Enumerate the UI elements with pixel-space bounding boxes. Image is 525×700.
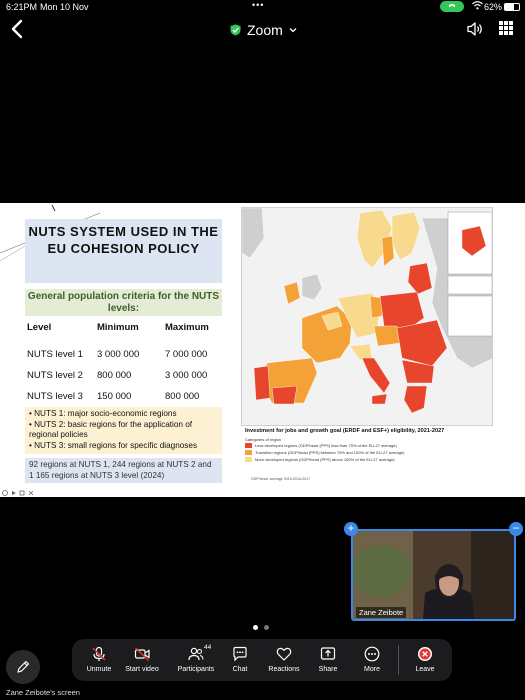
- legend-swatch: [245, 450, 252, 455]
- bullet-item: • NUTS 2: basic regions for the application of regional policies: [29, 419, 193, 439]
- map-region-less: [372, 394, 387, 404]
- column-header: Maximum: [165, 322, 209, 333]
- column-header: Level: [27, 322, 52, 333]
- legend-label: Transition regions (GDP/head (PPS) between 75% and 100% of the EU-27 average): [255, 450, 405, 455]
- toolbar-label: Unmute: [86, 666, 112, 673]
- slide-title: NUTS SYSTEM USED IN THE EU COHESION POLICY: [25, 219, 222, 283]
- page-indicator[interactable]: [253, 625, 273, 631]
- slide-tools-icons[interactable]: [2, 489, 36, 497]
- battery-icon: [504, 3, 520, 11]
- chat-icon: [232, 646, 248, 662]
- legend-label: Less developed regions (GDP/head (PPS) less than 75% of the EU-27 average): [255, 443, 397, 448]
- table-row: [27, 370, 227, 384]
- map-inset: [448, 276, 492, 294]
- participant-video-tile[interactable]: [351, 529, 516, 621]
- unmute-button[interactable]: [79, 639, 119, 681]
- chevron-left-icon: [8, 18, 28, 40]
- more-button[interactable]: [352, 639, 392, 681]
- map-inset: [448, 296, 492, 336]
- participant-video: [353, 531, 514, 619]
- share-button[interactable]: [308, 639, 348, 681]
- table-row: [27, 349, 227, 363]
- toolbar-label: More: [364, 666, 380, 673]
- microphone-muted-icon: [91, 646, 107, 662]
- share-icon: [320, 646, 336, 662]
- reactions-button[interactable]: [264, 639, 304, 681]
- eu-regions-map: [241, 207, 493, 426]
- more-icon: [364, 646, 380, 662]
- app-title: Zoom: [247, 22, 283, 38]
- map-region-transition: [370, 296, 382, 318]
- status-date: Mon 10 Nov: [40, 2, 89, 12]
- map-title: Investment for jobs and growth goal (ERDF and ESF+) eligibility, 2021-2027: [245, 428, 445, 434]
- legend-category-label: Categories of region: [245, 437, 282, 442]
- minimize-tile-button[interactable]: −: [509, 522, 523, 536]
- speaker-icon: [466, 20, 484, 38]
- multitasking-dots[interactable]: •••: [252, 0, 265, 10]
- toolbar-label: Start video: [125, 666, 159, 673]
- legend-label: More developed regions (GDP/head (PPS) above 100% of the EU-27 average): [255, 457, 395, 462]
- expand-tile-button[interactable]: +: [344, 522, 358, 536]
- participants-icon: [188, 646, 204, 662]
- leave-icon: [417, 646, 433, 662]
- participants-count: 44: [204, 644, 212, 651]
- chevron-down-icon: [289, 27, 297, 33]
- bullet-item: • NUTS 1: major socio-economic regions: [29, 409, 177, 418]
- map-region-less: [254, 366, 270, 400]
- leave-button[interactable]: [405, 639, 445, 681]
- table-header-row: [27, 322, 227, 336]
- annotate-button[interactable]: [6, 650, 40, 684]
- shared-screen[interactable]: [0, 203, 525, 497]
- table-cell: 800 000: [165, 391, 200, 402]
- page-dot: [253, 625, 258, 630]
- table-cell: NUTS level 2: [27, 370, 83, 381]
- legend-swatch: [245, 457, 252, 462]
- map-legend: [241, 427, 493, 493]
- meeting-toolbar: [72, 639, 452, 681]
- toolbar-label: Chat: [232, 666, 248, 673]
- table-row: [27, 391, 227, 405]
- status-bar: [0, 0, 525, 14]
- page-dot: [264, 625, 269, 630]
- table-cell: 150 000: [97, 391, 132, 402]
- toolbar-label: Leave: [415, 666, 435, 673]
- participants-button[interactable]: [176, 639, 216, 681]
- toolbar-label: Share: [318, 666, 338, 673]
- map-footnote: GDP/head: average 2015-2016-2017: [251, 477, 311, 481]
- gallery-view-button[interactable]: [499, 21, 513, 35]
- nuts-level-bullets: [25, 407, 222, 454]
- back-button[interactable]: [8, 18, 28, 40]
- table-cell: 7 000 000: [165, 349, 208, 360]
- meeting-title-button[interactable]: [230, 20, 297, 40]
- map-region-transition: [374, 326, 400, 346]
- table-cell: NUTS level 1: [27, 349, 83, 360]
- map-graphic: [242, 208, 493, 426]
- participant-name: Zane Zeibote: [356, 607, 406, 618]
- pencil-icon: [15, 659, 31, 675]
- status-time: 6:21PM: [6, 2, 38, 12]
- toolbar-label: Participants: [177, 666, 215, 673]
- table-cell: 800 000: [97, 370, 132, 381]
- toolbar-label: Reactions: [268, 666, 300, 673]
- wifi-icon: [472, 1, 483, 12]
- start-video-button[interactable]: [122, 639, 162, 681]
- table-cell: NUTS level 3: [27, 391, 83, 402]
- screen-share-label: Zane Zeibote's screen: [6, 688, 80, 697]
- table-cell: 3 000 000: [165, 370, 208, 381]
- regions-summary: 92 regions at NUTS 1, 244 regions at NUTS 2 and 1 165 regions at NUTS 3 level (2024): [25, 458, 222, 483]
- shield-check-icon: [230, 24, 241, 36]
- top-navigation: [0, 14, 525, 46]
- map-region-less: [272, 386, 297, 404]
- chat-button[interactable]: [220, 639, 260, 681]
- video-off-icon: [134, 646, 150, 662]
- column-header: Minimum: [97, 322, 139, 333]
- criteria-heading: General population criteria for the NUTS levels:: [25, 289, 222, 316]
- active-call-pill[interactable]: [440, 1, 464, 12]
- heart-icon: [276, 646, 292, 662]
- battery-percentage: 62%: [484, 2, 503, 12]
- legend-swatch: [245, 443, 252, 448]
- table-cell: 3 000 000: [97, 349, 140, 360]
- audio-output-button[interactable]: [466, 20, 484, 38]
- bullet-item: • NUTS 3: small regions for specific diagnoses: [29, 440, 198, 450]
